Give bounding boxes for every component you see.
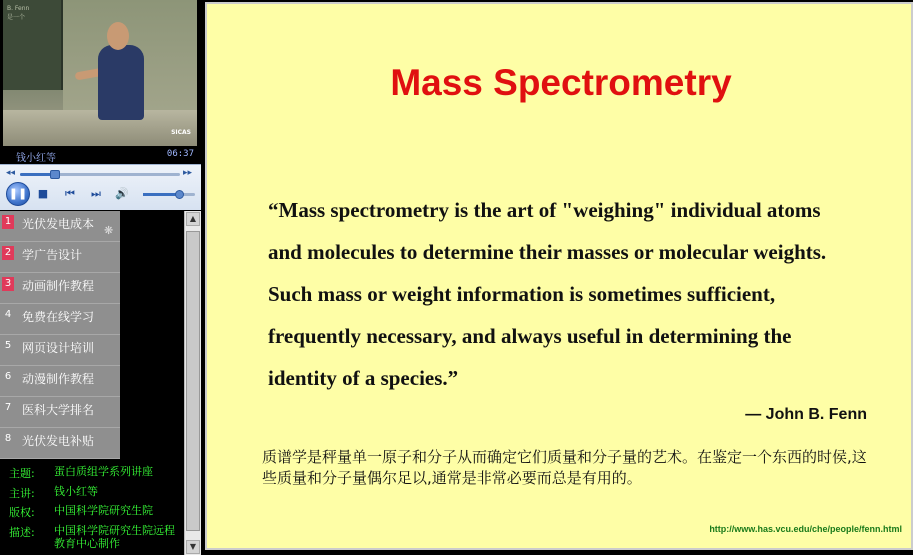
playlist-item-label: 光伏发电补贴 [22, 434, 95, 448]
presenter-body [98, 45, 144, 120]
playlist-item-number: 6 [4, 371, 12, 382]
seek-thumb[interactable] [50, 170, 60, 179]
next-icon[interactable]: ⏭ [91, 187, 101, 200]
slide-chinese-translation: 质谱学是秤量单一原子和分子从而确定它们质量和分子量的艺术。在鉴定一个东西的时侯,这些质量和分子量偶尔足以,通常是非常必要而总是有用的。 [262, 448, 867, 487]
video-time: 06:37 [166, 149, 194, 159]
playlist-item-label: 动画制作教程 [22, 279, 95, 293]
info-description [9, 524, 175, 550]
playlist-item[interactable] [0, 335, 120, 366]
playlist-item-number: 5 [4, 340, 12, 351]
pause-button[interactable]: ❚❚ [6, 182, 30, 206]
playlist-item[interactable] [0, 428, 120, 459]
slide-title: Mass Spectrometry [390, 62, 732, 103]
volume-slider[interactable] [143, 193, 195, 196]
playlist-item-label: 学广告设计 [22, 248, 83, 262]
video-frame[interactable] [3, 0, 197, 146]
seek-forward-icon[interactable]: ▸▸ [183, 168, 193, 178]
blackboard-text: B. Fenn 是一个 [7, 5, 30, 21]
info-description-key: 描述: [9, 526, 35, 539]
playlist-scrollbar[interactable] [184, 211, 201, 555]
info-topic-value: 蛋白质组学系列讲座 [54, 465, 153, 478]
info-speaker [9, 485, 98, 501]
video-logo: SICAS [171, 129, 191, 136]
info-topic [9, 465, 153, 481]
previous-icon[interactable]: ⏮ [65, 187, 75, 200]
volume-fill [143, 193, 179, 196]
volume-thumb[interactable] [175, 190, 184, 199]
info-copyright [9, 504, 153, 520]
volume-icon[interactable]: 🔊 [115, 187, 129, 200]
playlist-item-label: 光伏发电成本 [22, 217, 95, 231]
playlist-item[interactable] [0, 273, 120, 304]
scroll-thumb[interactable] [186, 231, 200, 531]
scroll-up-icon[interactable]: ▲ [186, 212, 200, 226]
playlist-item[interactable] [0, 242, 120, 273]
playlist-item-number: 7 [4, 402, 12, 413]
slide-quote: “Mass spectrometry is the art of "weighing" individual atoms and molecules to determine their masses or molecular weights. Such mass or weight information is sometimes sufficient, frequently necessary, and always useful in determining the identity of a species.” [268, 198, 827, 390]
info-copyright-key: 版权: [9, 506, 35, 519]
video-title: 钱小红等 [16, 153, 56, 164]
slide-url: http://www.has.vcu.edu/che/people/fenn.html [709, 524, 902, 534]
playlist-item[interactable] [0, 211, 120, 242]
playlist [0, 211, 184, 454]
stop-icon[interactable]: ■ [37, 187, 49, 200]
slide-attribution: — John B. Fenn [745, 406, 867, 423]
playlist-item-label: 网页设计培训 [22, 341, 95, 355]
blackboard [3, 0, 63, 90]
playlist-item-label: 动漫制作教程 [22, 372, 95, 386]
playlist-item-number: 4 [4, 309, 12, 320]
playlist-item-label: 免费在线学习 [22, 310, 95, 324]
info-topic-key: 主题: [9, 467, 35, 480]
playlist-item-number: 2 [2, 246, 14, 260]
info-speaker-key: 主讲: [9, 487, 35, 500]
course-info [0, 459, 184, 555]
paw-icon: ❋ [104, 224, 114, 237]
info-description-value: 中国科学院研究生院远程教育中心制作 [54, 524, 175, 550]
scroll-down-icon[interactable]: ▼ [186, 540, 200, 554]
playlist-item[interactable] [0, 366, 120, 397]
presenter-head [107, 22, 129, 50]
playlist-item-number: 8 [4, 433, 12, 444]
playlist-item-number: 1 [2, 215, 14, 229]
info-copyright-value: 中国科学院研究生院 [54, 504, 153, 517]
video-status-bar [3, 146, 197, 164]
left-panel [0, 0, 201, 555]
slide [205, 2, 913, 550]
seek-back-icon[interactable]: ◂◂ [6, 168, 16, 178]
info-speaker-value: 钱小红等 [54, 485, 98, 498]
seek-bar[interactable] [20, 173, 180, 176]
playlist-item-number: 3 [2, 277, 14, 291]
slide-frame [201, 0, 913, 555]
playlist-item-label: 医科大学排名 [22, 403, 95, 417]
playlist-item[interactable] [0, 304, 120, 335]
playlist-item[interactable] [0, 397, 120, 428]
player-controls [0, 164, 201, 210]
